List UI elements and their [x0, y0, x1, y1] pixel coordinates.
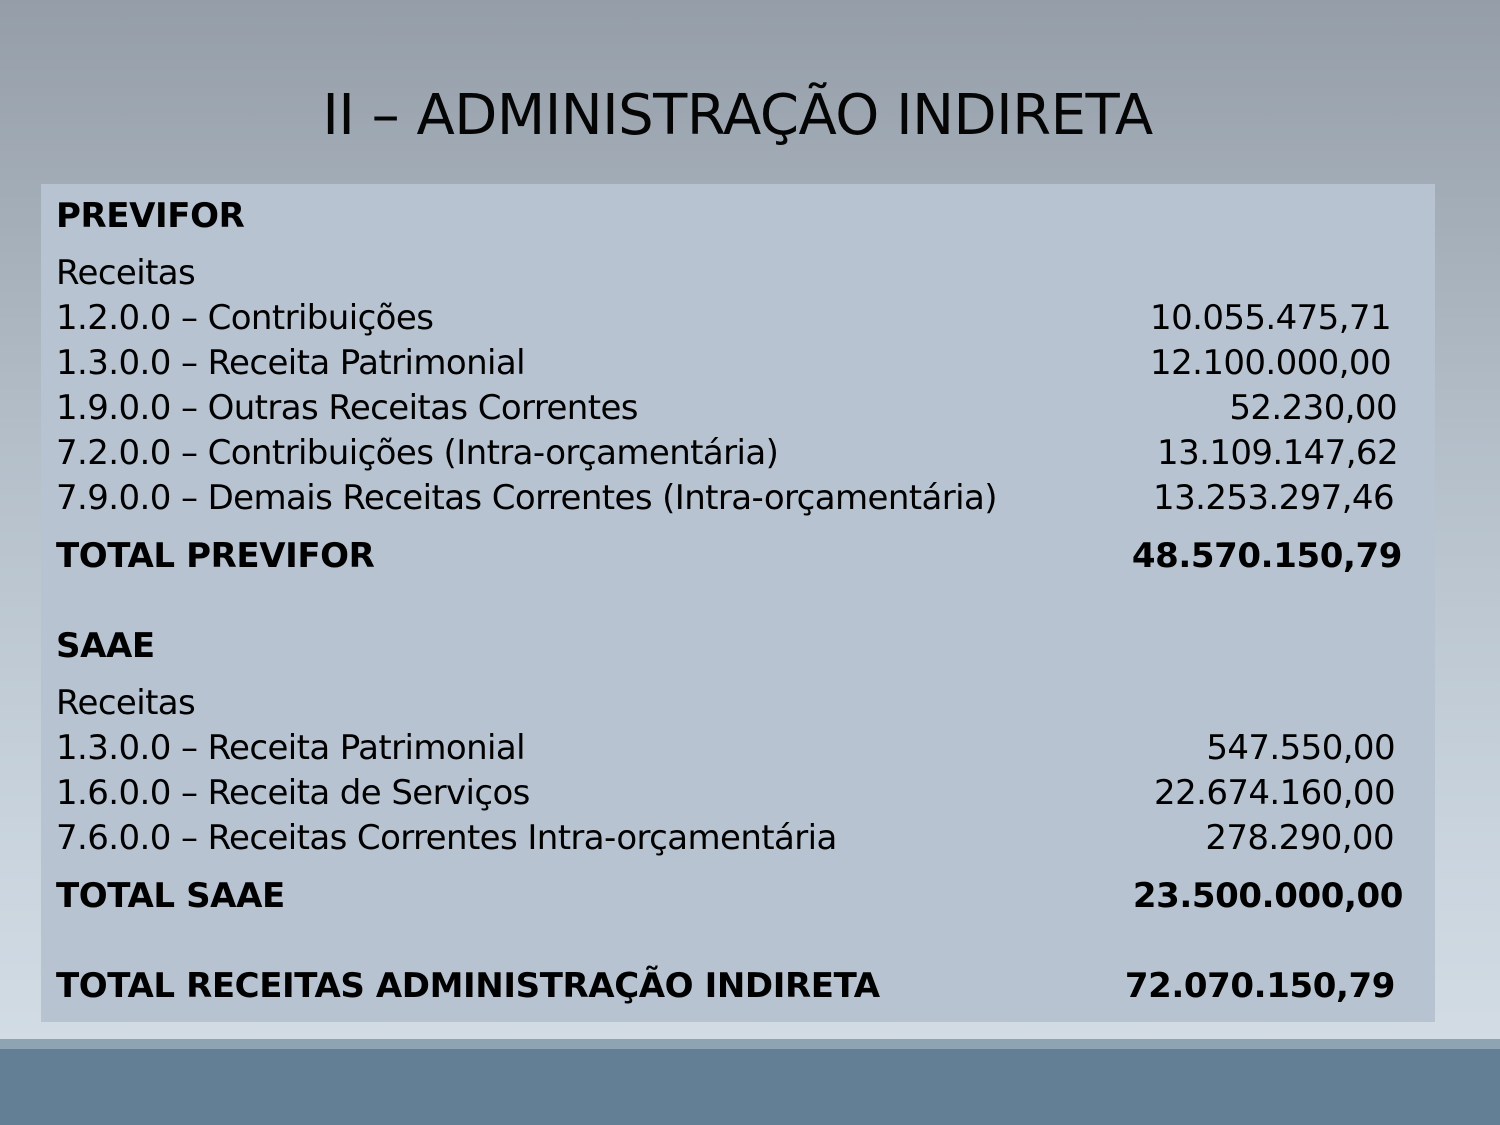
- saae-row-label: 1.6.0.0 – Receita de Serviços: [56, 773, 530, 813]
- grand-total-value: 72.070.150,79: [1124, 966, 1395, 1006]
- previfor-row-value: 12.100.000,00: [1150, 343, 1391, 383]
- previfor-row-label: 1.2.0.0 – Contribuições: [56, 298, 434, 338]
- previfor-total-label: TOTAL PREVIFOR: [56, 536, 375, 576]
- previfor-row-value: 13.109.147,62: [1157, 433, 1398, 473]
- previfor-row-label: 7.9.0.0 – Demais Receitas Correntes (Intra-orçamentária): [56, 478, 997, 518]
- footer-band: [0, 1049, 1500, 1125]
- previfor-heading: PREVIFOR: [56, 196, 245, 236]
- slide-title: II – ADMINISTRAÇÃO INDIRETA: [322, 83, 1153, 148]
- saae-row-value: 22.674.160,00: [1154, 773, 1395, 813]
- previfor-total-value: 48.570.150,79: [1131, 536, 1402, 576]
- saae-total-value: 23.500.000,00: [1132, 876, 1403, 916]
- saae-total-label: TOTAL SAAE: [56, 876, 285, 916]
- saae-row-label: 1.3.0.0 – Receita Patrimonial: [56, 728, 525, 768]
- previfor-row-label: 1.9.0.0 – Outras Receitas Correntes: [56, 388, 638, 428]
- saae-heading: SAAE: [56, 626, 155, 666]
- revenue-panel: [41, 184, 1435, 1022]
- previfor-subheading: Receitas: [56, 253, 196, 293]
- saae-subheading: Receitas: [56, 683, 196, 723]
- previfor-row-value: 13.253.297,46: [1153, 478, 1394, 518]
- previfor-row-value: 10.055.475,71: [1150, 298, 1391, 338]
- grand-total-label: TOTAL RECEITAS ADMINISTRAÇÃO INDIRETA: [56, 966, 880, 1006]
- previfor-row-value: 52.230,00: [1229, 388, 1397, 428]
- previfor-row-label: 1.3.0.0 – Receita Patrimonial: [56, 343, 525, 383]
- saae-row-value: 278.290,00: [1205, 818, 1394, 858]
- saae-row-label: 7.6.0.0 – Receitas Correntes Intra-orçamentária: [56, 818, 837, 858]
- previfor-row-label: 7.2.0.0 – Contribuições (Intra-orçamentária): [56, 433, 779, 473]
- saae-row-value: 547.550,00: [1206, 728, 1395, 768]
